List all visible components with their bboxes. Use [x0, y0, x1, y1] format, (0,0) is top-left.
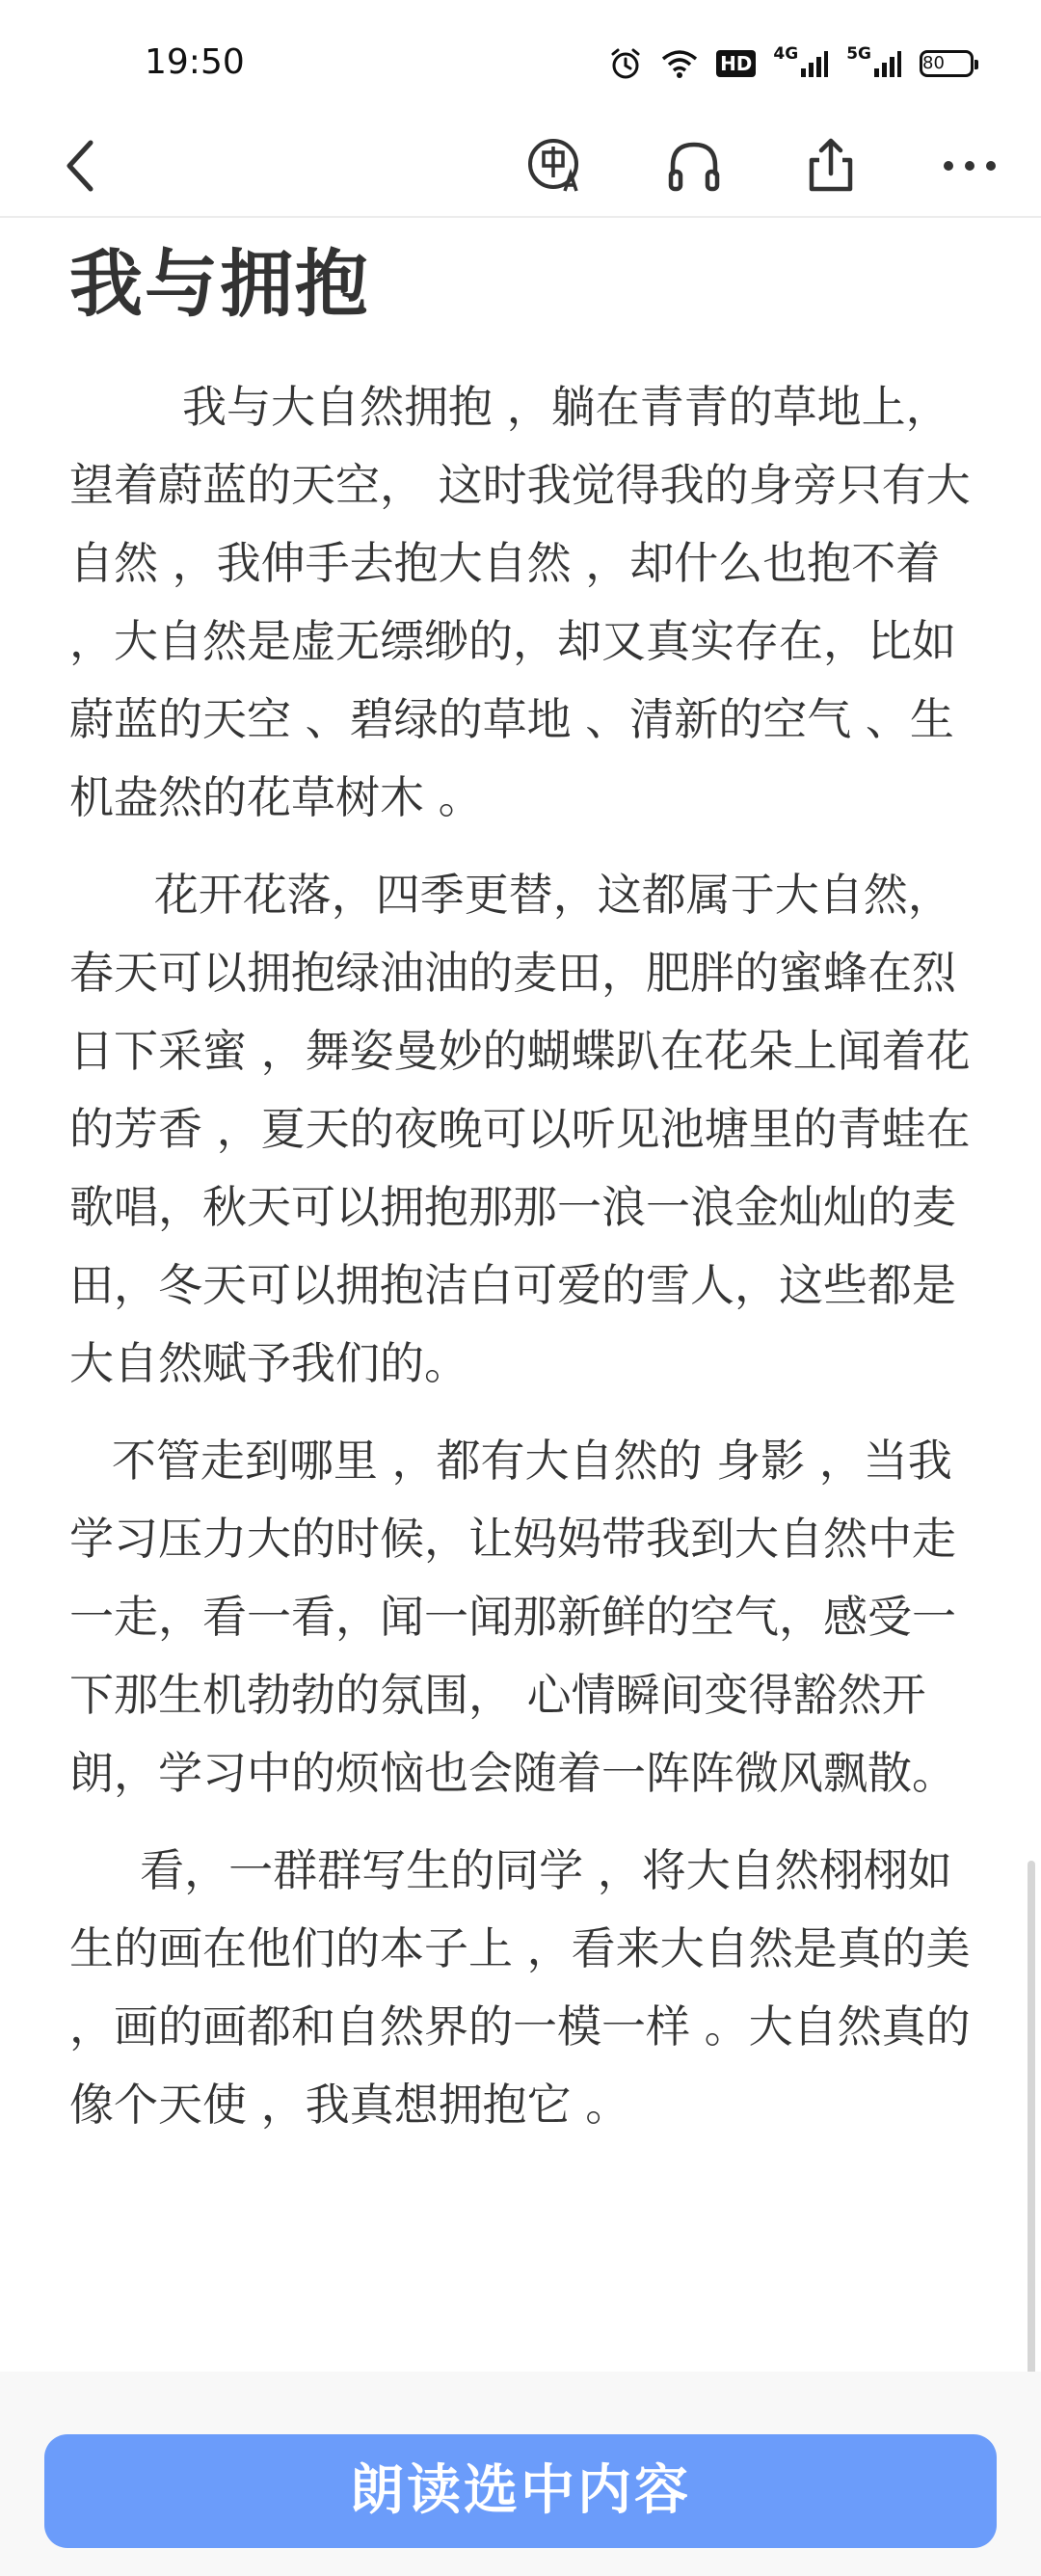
paragraph-1: 我与大自然拥抱 ，躺在青青的草地上， 望着蔚蓝的天空， 这时我觉得我的身旁只有大自然 ，我伸手去抱大自然 ，却什么也抱不着 ，大自然是虚无缥缈的，却又真实存在，比如蔚蓝的天空 、碧绿的草地 、清新的空气 、生机盎然的花草树木 。 — [69, 381, 971, 823]
translate-icon — [524, 135, 586, 197]
article — [69, 231, 985, 2163]
battery-icon: 80 — [920, 50, 974, 77]
wifi-icon — [660, 48, 699, 79]
signal-icon-2 — [846, 44, 902, 78]
network-type-2: 5G — [846, 44, 871, 64]
listen-button[interactable] — [659, 131, 729, 201]
status-time: 19:50 — [145, 42, 245, 82]
share-icon — [800, 135, 862, 197]
signal-icon-1 — [773, 44, 829, 78]
toolbar-divider — [0, 216, 1041, 218]
article-title: 我与拥抱 — [69, 241, 370, 327]
paragraph-3: 不管走到哪里 ，都有大自然的 身影 ，当我学习压力大的时候，让妈妈带我到大自然中走一走，看一看，闻一闻那新鲜的空气，感受一下那生机勃勃的氛围， 心情瞬间变得豁然开朗，学习中的烦恼也会随着一阵阵微风飘散。 — [69, 1435, 956, 1799]
translate-button[interactable] — [520, 131, 590, 201]
paragraph-2: 花开花落，四季更替，这都属于大自然， 春天可以拥抱绿油油的麦田，肥胖的蜜蜂在烈日下采蜜 ，舞姿曼妙的蝴蝶趴在花朵上闻着花的芳香 ，夏天的夜晚可以听见池塘里的青蛙在歌唱，秋天可以拥抱那那一浪一浪金灿灿的麦田，冬天可以拥抱洁白可爱的雪人，这些都是大自然赋予我们的。 — [69, 869, 971, 1389]
toolbar — [0, 116, 1041, 216]
scrollbar[interactable] — [1028, 1861, 1035, 2381]
read-selected-button[interactable]: 朗读选中内容 — [44, 2434, 997, 2548]
network-type-1: 4G — [773, 44, 799, 64]
status-icons — [608, 42, 974, 85]
paragraph-4: 看，一群群写生的同学 ，将大自然栩栩如生的画在他们的本子上 ，看来大自然是真的美 ，画的画都和自然界的一模一样 。大自然真的像个天使 ，我真想拥抱它 。 — [69, 1844, 985, 2131]
back-button[interactable] — [46, 131, 116, 201]
hd-badge: HD — [716, 50, 756, 77]
more-button[interactable] — [935, 131, 1004, 201]
more-horizontal-icon — [939, 135, 1001, 197]
chevron-left-icon — [58, 137, 104, 195]
headphones-icon — [663, 135, 725, 197]
share-button[interactable] — [796, 131, 866, 201]
alarm-icon — [608, 46, 643, 81]
status-bar — [0, 0, 1041, 125]
bottom-bar — [0, 2372, 1041, 2576]
